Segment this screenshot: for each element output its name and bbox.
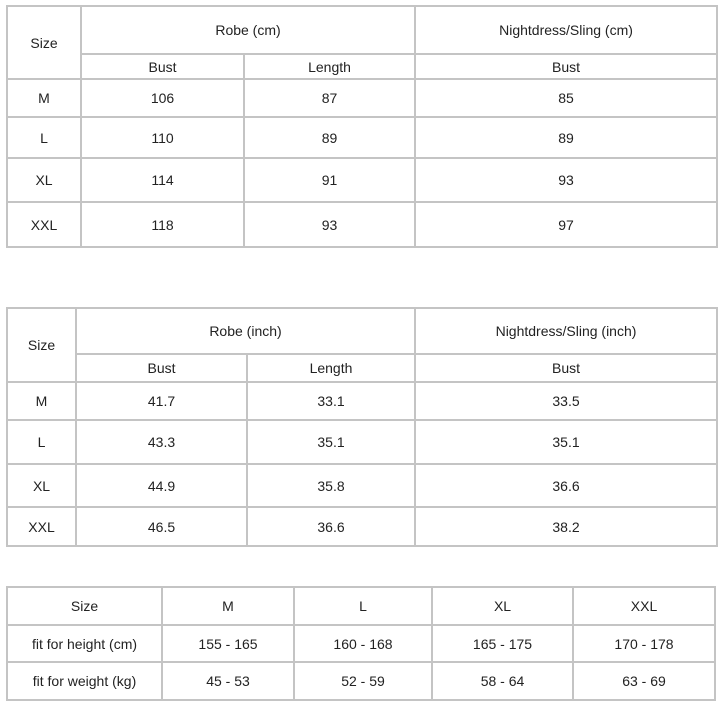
size-chart-inch-table	[6, 307, 718, 547]
robe-length-header: Length	[244, 54, 415, 79]
size-cell: XL	[7, 464, 76, 507]
size-cell: XL	[432, 587, 573, 625]
robe-length-header: Length	[247, 354, 415, 382]
robe-length-cell: 89	[244, 117, 415, 158]
height-cell: 155 - 165	[162, 625, 294, 662]
table-row	[7, 202, 717, 247]
size-cell: L	[7, 117, 81, 158]
size-header: Size	[7, 6, 81, 79]
size-cell: XXL	[573, 587, 715, 625]
table-row	[7, 625, 715, 662]
size-cell: L	[294, 587, 432, 625]
size-cell: M	[7, 79, 81, 117]
table-row	[7, 662, 715, 700]
robe-length-cell: 35.8	[247, 464, 415, 507]
robe-header: Robe (cm)	[81, 6, 415, 54]
height-cell: 160 - 168	[294, 625, 432, 662]
weight-cell: 45 - 53	[162, 662, 294, 700]
table-row	[7, 507, 717, 546]
size-cell: XXL	[7, 507, 76, 546]
height-cell: 165 - 175	[432, 625, 573, 662]
size-header: Size	[7, 587, 162, 625]
robe-bust-cell: 114	[81, 158, 244, 202]
size-cell: XXL	[7, 202, 81, 247]
weight-cell: 63 - 69	[573, 662, 715, 700]
size-cell: M	[7, 382, 76, 420]
weight-cell: 52 - 59	[294, 662, 432, 700]
table-row	[7, 117, 717, 158]
size-cell: XL	[7, 158, 81, 202]
nightdress-bust-cell: 85	[415, 79, 717, 117]
robe-length-cell: 87	[244, 79, 415, 117]
table-row	[7, 464, 717, 507]
robe-bust-cell: 106	[81, 79, 244, 117]
robe-length-cell: 93	[244, 202, 415, 247]
nightdress-header: Nightdress/Sling (cm)	[415, 6, 717, 54]
robe-bust-header: Bust	[81, 54, 244, 79]
robe-bust-cell: 43.3	[76, 420, 247, 464]
nightdress-bust-cell: 97	[415, 202, 717, 247]
weight-label: fit for weight (kg)	[7, 662, 162, 700]
nightdress-bust-cell: 38.2	[415, 507, 717, 546]
height-cell: 170 - 178	[573, 625, 715, 662]
nightdress-bust-header: Bust	[415, 354, 717, 382]
nightdress-bust-cell: 36.6	[415, 464, 717, 507]
robe-bust-cell: 44.9	[76, 464, 247, 507]
robe-bust-cell: 41.7	[76, 382, 247, 420]
nightdress-header: Nightdress/Sling (inch)	[415, 308, 717, 354]
robe-bust-header: Bust	[76, 354, 247, 382]
nightdress-bust-header: Bust	[415, 54, 717, 79]
fit-guide-table	[6, 586, 716, 701]
nightdress-bust-cell: 35.1	[415, 420, 717, 464]
weight-cell: 58 - 64	[432, 662, 573, 700]
robe-header: Robe (inch)	[76, 308, 415, 354]
nightdress-bust-cell: 33.5	[415, 382, 717, 420]
nightdress-bust-cell: 93	[415, 158, 717, 202]
nightdress-bust-cell: 89	[415, 117, 717, 158]
robe-length-cell: 35.1	[247, 420, 415, 464]
robe-bust-cell: 110	[81, 117, 244, 158]
size-cell: M	[162, 587, 294, 625]
robe-length-cell: 33.1	[247, 382, 415, 420]
table-row	[7, 79, 717, 117]
robe-bust-cell: 118	[81, 202, 244, 247]
height-label: fit for height (cm)	[7, 625, 162, 662]
table-row	[7, 420, 717, 464]
table-row	[7, 158, 717, 202]
size-header: Size	[7, 308, 76, 382]
table-row	[7, 587, 715, 625]
robe-length-cell: 91	[244, 158, 415, 202]
table-row	[7, 382, 717, 420]
size-chart-cm-table	[6, 5, 718, 248]
robe-bust-cell: 46.5	[76, 507, 247, 546]
size-cell: L	[7, 420, 76, 464]
robe-length-cell: 36.6	[247, 507, 415, 546]
